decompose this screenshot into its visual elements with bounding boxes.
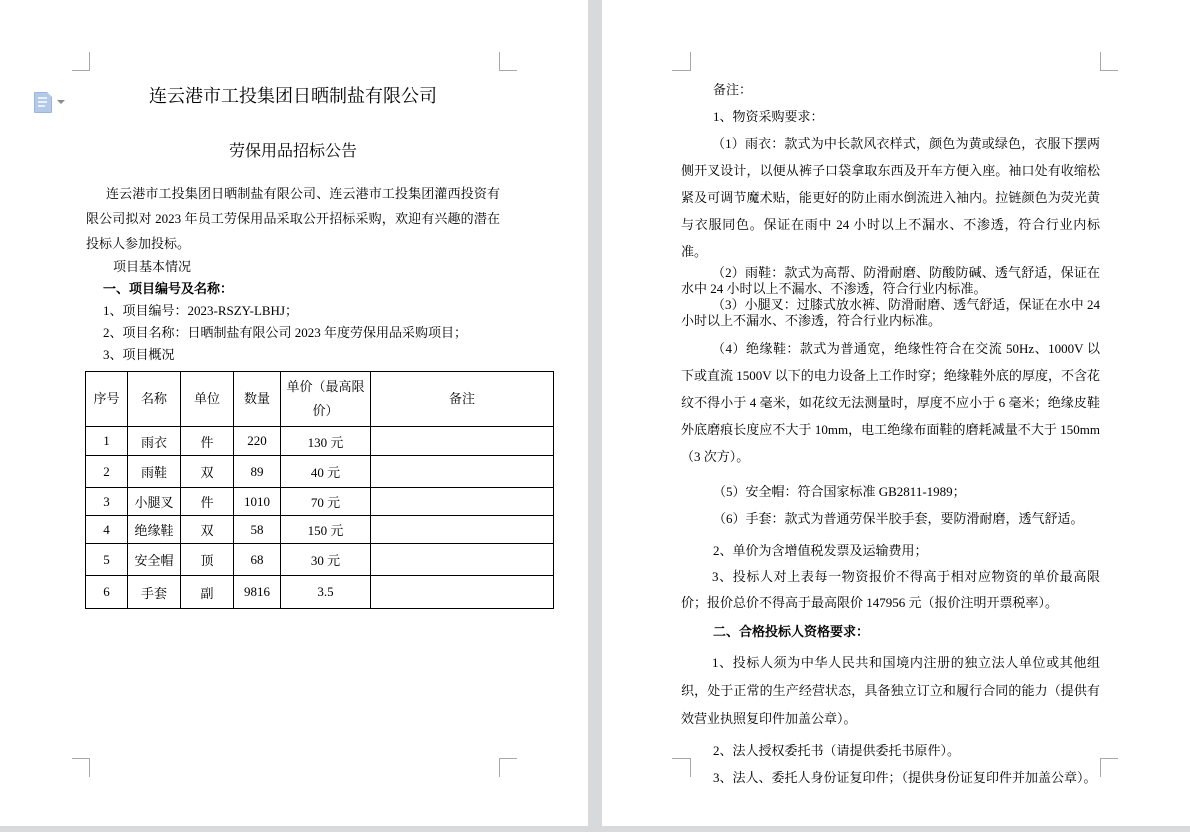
header-cell: 单位 [181, 372, 234, 427]
document-icon [34, 92, 52, 113]
cell-qty: 220 [234, 427, 281, 456]
cell-price: 130 元 [281, 427, 371, 456]
text-boundary-mark [690, 52, 691, 71]
text-boundary-mark [1100, 52, 1101, 71]
text-boundary-mark [1100, 758, 1101, 777]
requirement-gloves: （6）手套：款式为普通劳保半胶手套，要防滑耐磨，透气舒适。 [713, 511, 1084, 526]
cell-name: 绝缘鞋 [128, 516, 181, 544]
cell-qty: 58 [234, 516, 281, 544]
qualification-authorization: 2、法人授权委托书（请提供委托书原件）。 [713, 743, 961, 758]
cell-price: 150 元 [281, 516, 371, 544]
intro-paragraph: 连云港市工投集团日晒制盐有限公司、连云港市工投集团灌西投资有限公司拟对 2023 年员工劳保用品采取公开招标采购，欢迎有兴趣的潜在投标人参加投标。 [86, 186, 500, 251]
cell-name: 雨鞋 [128, 456, 181, 488]
cell-seq: 6 [86, 576, 128, 609]
heading-project-numbering: 一、项目编号及名称： [103, 281, 234, 296]
cell-remark [371, 456, 554, 488]
text-boundary-mark [72, 758, 90, 759]
requirement-insulated-shoes: （4）绝缘鞋：款式为普通宽，绝缘性符合在交流 50Hz、1000V 以下或直流 1500V 以下的电力设备上工作时穿；绝缘鞋外底的厚度，不含花纹不得小于 4 毫米，如花纹无法测量时，厚度不应小于 6 毫米；绝缘皮鞋外底磨痕长度应不大于 10mm，电工绝缘布面鞋的磨耗减量不大于 150mm（3 次方）。 [681, 341, 1100, 464]
qualification-id-copies: 3、法人、委托人身份证复印件；（提供身份证复印件并加盖公章）。 [713, 770, 1097, 785]
paste-options-button[interactable] [33, 91, 67, 113]
cell-qty: 1010 [234, 488, 281, 516]
text-boundary-mark [499, 758, 517, 759]
header-cell: 备注 [371, 372, 554, 427]
cell-unit: 顶 [181, 544, 234, 576]
text-boundary-mark [89, 758, 90, 777]
qualification-heading: 二、合格投标人资格要求： [713, 624, 870, 639]
qualification-legal-entity: 1、投标人须为中华人民共和国境内注册的独立法人单位或其他组织，处于正常的生产经营状态，具备独立订立和履行合同的能力（提供有效营业执照复印件加盖公章）。 [681, 655, 1100, 726]
cell-unit: 双 [181, 516, 234, 544]
cell-qty: 68 [234, 544, 281, 576]
cell-name: 小腿叉 [128, 488, 181, 516]
cell-unit: 副 [181, 576, 234, 609]
header-cell: 单价（最高限价） [281, 372, 371, 427]
items-table [85, 371, 554, 609]
cell-qty: 89 [234, 456, 281, 488]
text-boundary-mark [499, 758, 500, 777]
cell-seq: 5 [86, 544, 128, 576]
requirements-heading: 1、物资采购要求： [713, 109, 824, 124]
text-boundary-mark [1100, 70, 1118, 71]
table-header-row [86, 372, 554, 427]
project-name-line: 2、项目名称：日晒制盐有限公司 2023 年度劳保用品采购项目； [103, 325, 468, 340]
cell-remark [371, 516, 554, 544]
table-row [86, 516, 554, 544]
cell-unit: 双 [181, 456, 234, 488]
cell-name: 安全帽 [128, 544, 181, 576]
notes-label: 备注： [713, 82, 753, 97]
table-row [86, 576, 554, 609]
table-row [86, 488, 554, 516]
cell-name: 手套 [128, 576, 181, 609]
company-title: 连云港市工投集团日晒制盐有限公司 [149, 86, 437, 106]
text-boundary-mark [89, 52, 90, 71]
text-boundary-mark [499, 52, 500, 71]
document-title: 劳保用品招标公告 [228, 143, 357, 160]
note-price-limit: 3、投标人对上表每一物资报价不得高于相对应物资的单价最高限价；报价总价不得高于最高限价 147956 元（报价注明开票税率）。 [681, 569, 1100, 610]
cell-remark [371, 427, 554, 456]
cell-seq: 1 [86, 427, 128, 456]
cell-price: 3.5 [281, 576, 371, 609]
cell-seq: 4 [86, 516, 128, 544]
cell-price: 30 元 [281, 544, 371, 576]
project-overview-line: 3、项目概况 [103, 347, 175, 362]
requirement-raincoat: （1）雨衣：款式为中长款风衣样式，颜色为黄或绿色，衣服下摆两侧开叉设计，以便从裤子口袋拿取东西及开车方便入座。袖口处有收缩松紧及可调节魔术贴，能更好的防止雨水倒流进入袖内。拉链颜色为荧光黄与衣服同色。保证在雨中 24 小时以上不漏水、不渗透，符合行业内标准。 [681, 136, 1100, 259]
requirement-rainboots: （2）雨鞋：款式为高帮、防滑耐磨、防酸防碱、透气舒适，保证在水中 24 小时以上不漏水、不渗透，符合行业内标准。 [681, 265, 1100, 296]
page-2-text-area [681, 70, 1100, 791]
cell-seq: 2 [86, 456, 128, 488]
requirement-waders: （3）小腿叉：过膝式放水裤、防滑耐磨、透气舒适，保证在水中 24 小时以上不漏水、不渗透，符合行业内标准。 [681, 297, 1100, 328]
table-row [86, 544, 554, 576]
cell-name: 雨衣 [128, 427, 181, 456]
text-boundary-mark [499, 70, 517, 71]
cell-seq: 3 [86, 488, 128, 516]
cell-qty: 9816 [234, 576, 281, 609]
header-cell: 名称 [128, 372, 181, 427]
page-1-text-area [86, 70, 500, 609]
text-boundary-mark [1100, 758, 1118, 759]
chevron-down-icon [57, 100, 65, 104]
table-row [86, 456, 554, 488]
cell-unit: 件 [181, 427, 234, 456]
page-fold-icon [47, 92, 52, 97]
page-gap [588, 0, 602, 826]
cell-remark [371, 488, 554, 516]
cell-price: 70 元 [281, 488, 371, 516]
cell-remark [371, 576, 554, 609]
section-label: 项目基本情况 [113, 259, 192, 274]
cell-unit: 件 [181, 488, 234, 516]
header-cell: 数量 [234, 372, 281, 427]
note-price-tax: 2、单价为含增值税发票及运输费用； [713, 543, 928, 558]
background-strip [0, 826, 1190, 832]
cell-price: 40 元 [281, 456, 371, 488]
cell-remark [371, 544, 554, 576]
project-code-line: 1、项目编号：2023-RSZY-LBHJ； [103, 303, 299, 318]
header-cell: 序号 [86, 372, 128, 427]
table-row [86, 427, 554, 456]
requirement-helmet: （5）安全帽：符合国家标准 GB2811-1989； [713, 484, 966, 499]
